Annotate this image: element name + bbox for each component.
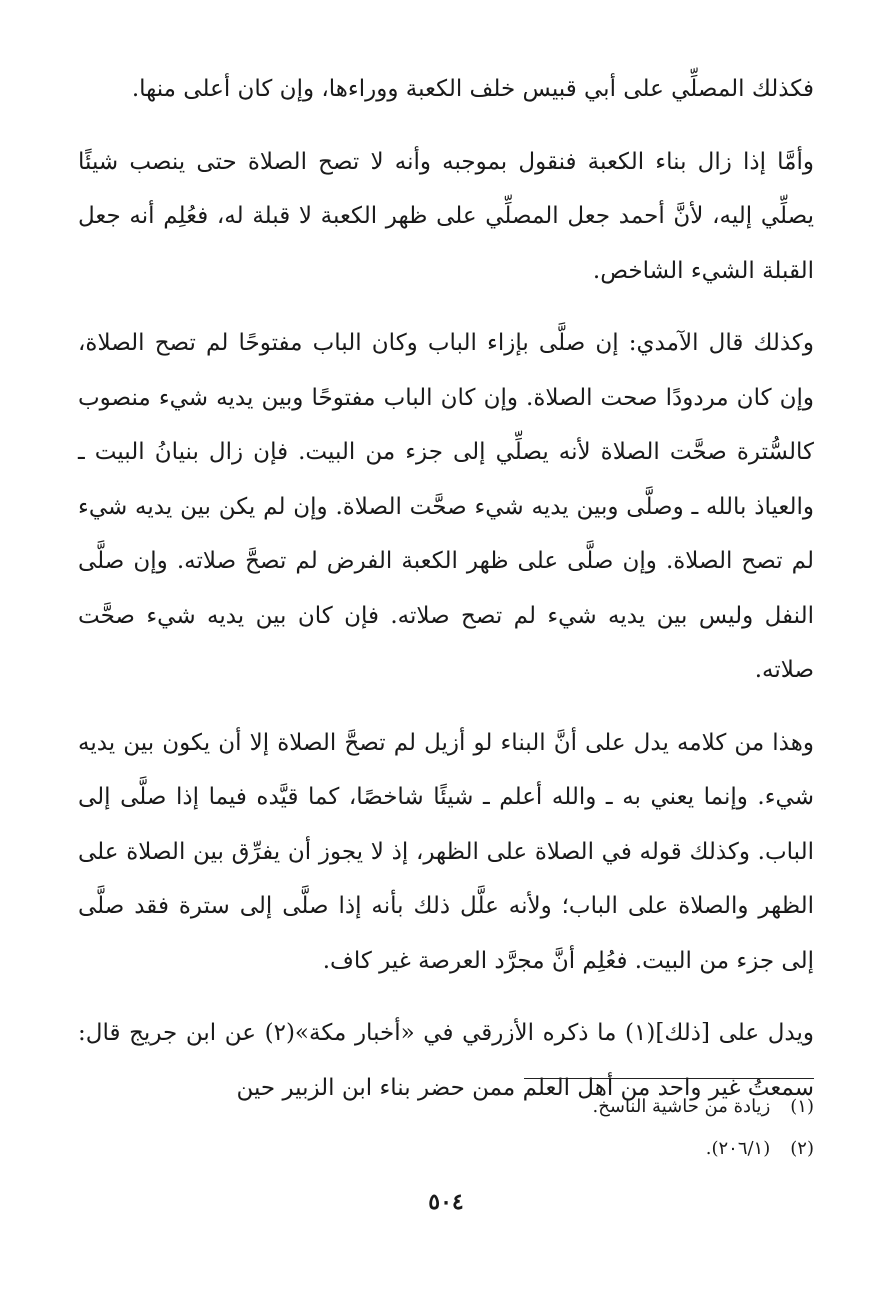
paragraph-2: وأمَّا إذا زال بناء الكعبة فنقول بموجبه وأنه لا تصح الصلاة حتى ينصب شيئًا يصلِّي إليه، لأنَّ أحمد جعل المصلِّي على ظهر الكعبة لا قبلة له، فعُلِم أنه جعل القبلة الشيء الشاخص.: [78, 148, 814, 284]
paragraph-1: فكذلك المصلِّي على أبي قبيس خلف الكعبة ووراءها، وإن كان أعلى منها.: [131, 76, 814, 102]
page-number: ٥٠٤: [428, 1189, 464, 1215]
main-text: [78, 62, 814, 1115]
footnotes: [78, 1086, 814, 1170]
paragraph-5: ويدل على [ذلك](١) ما ذكره الأزرقي في «أخبار مكة»(٢) عن ابن جريج قال: سمعتُ غير واحد من أهل العلم ممن حضر بناء ابن الزبير حين: [78, 1020, 814, 1101]
paragraph-4: وهذا من كلامه يدل على أنَّ البناء لو أزيل لم تصحَّ الصلاة إلا أن يكون بين يديه شيء. وإنما يعني به ـ والله أعلم ـ شيئًا شاخصًا، كما قيَّده فيما إذا صلَّى إلى الباب. وكذلك قوله في الصلاة على الظهر، إذ لا يجوز أن يفرِّق بين الصلاة على الظهر والصلاة على الباب؛ ولأنه علَّل ذلك بأنه إذا صلَّى إلى سترة فقد صلَّى إلى جزء من البيت. فعُلِم أنَّ مجرَّد العرصة غير كاف.: [78, 729, 814, 974]
footnote-text: زيادة من حاشية الناسخ.: [592, 1096, 771, 1117]
footnote-1: [78, 1086, 814, 1128]
paragraph-3: وكذلك قال الآمدي: إن صلَّى بإزاء الباب وكان الباب مفتوحًا لم تصح الصلاة، وإن كان مردودًا صحت الصلاة. وإن كان الباب مفتوحًا وبين يديه شيء منصوب كالسُّترة صحَّت الصلاة لأنه يصلِّي إلى جزء من البيت. فإن زال بنيانُ البيت ـ والعياذ بالله ـ وصلَّى وبين يديه شيء صحَّت الصلاة. وإن لم يكن بين يديه شيء لم تصح الصلاة. وإن صلَّى على ظهر الكعبة الفرض لم تصحَّ صلاته. وإن صلَّى النفل وليس بين يديه شيء لم تصح صلاته. فإن كان بين يديه شيء صحَّت صلاته.: [78, 330, 814, 683]
page-body: [78, 62, 814, 1290]
footnote-number: (١): [790, 1096, 814, 1117]
footnote-divider: [524, 1078, 814, 1079]
footnote-text: (٢٠٦/١).: [705, 1138, 771, 1159]
footnote-number: (٢): [790, 1138, 814, 1159]
footnote-2: [78, 1128, 814, 1170]
